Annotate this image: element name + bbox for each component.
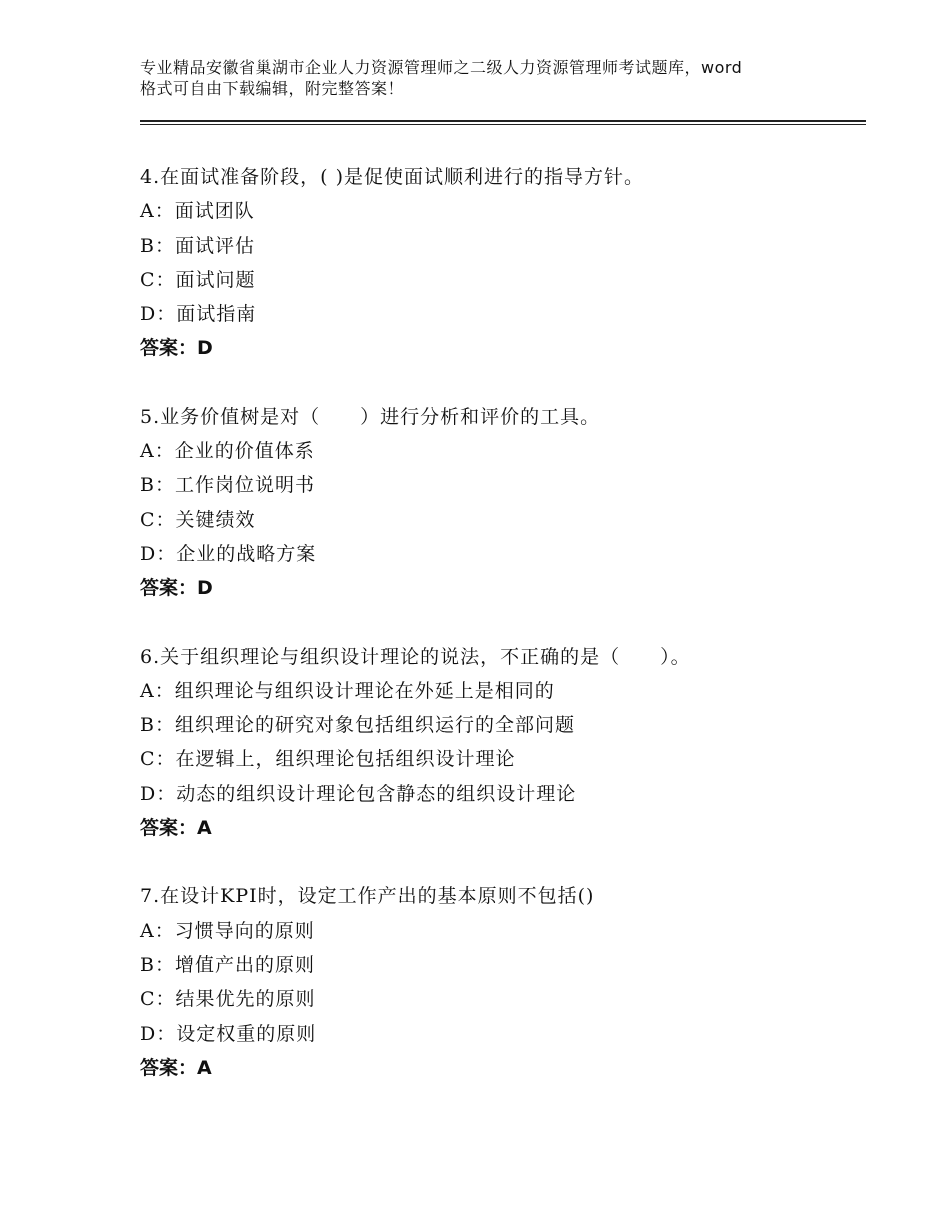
document-header xyxy=(140,57,840,99)
option-d: D：企业的战略方案 xyxy=(140,542,317,565)
answer: 答案：D xyxy=(140,337,213,360)
option-c: C：在逻辑上，组织理论包括组织设计理论 xyxy=(140,748,516,771)
header-line-2: 格式可自由下载编辑，附完整答案！ xyxy=(140,79,405,98)
option-d: D：面试指南 xyxy=(140,303,257,326)
question-stem: 4.在面试准备阶段，( )是促使面试顺利进行的指导方针。 xyxy=(140,166,644,188)
option-a: A：企业的价值体系 xyxy=(140,440,315,463)
option-c: C：结果优先的原则 xyxy=(140,988,316,1011)
header-divider-thin xyxy=(140,124,866,125)
option-c: C：关键绩效 xyxy=(140,508,256,531)
option-a: A：面试团队 xyxy=(140,200,255,223)
option-b: B：组织理论的研究对象包括组织运行的全部问题 xyxy=(140,714,575,737)
option-a: A：习惯导向的原则 xyxy=(140,919,315,942)
question-list xyxy=(140,160,860,1119)
answer: 答案：A xyxy=(140,817,212,840)
question-5 xyxy=(140,400,860,606)
answer: 答案：A xyxy=(140,1056,212,1079)
answer: 答案：D xyxy=(140,577,213,600)
option-d: D：动态的组织设计理论包含静态的组织设计理论 xyxy=(140,782,577,805)
question-6 xyxy=(140,640,860,846)
option-b: B：工作岗位说明书 xyxy=(140,474,315,497)
question-7 xyxy=(140,879,860,1085)
question-stem: 7.在设计KPI时，设定工作产出的基本原则不包括() xyxy=(140,885,595,908)
question-4 xyxy=(140,160,860,366)
option-a: A：组织理论与组织设计理论在外延上是相同的 xyxy=(140,679,555,702)
header-divider-thick xyxy=(140,120,866,122)
option-d: D：设定权重的原则 xyxy=(140,1022,317,1045)
option-c: C：面试问题 xyxy=(140,268,256,291)
question-stem: 6.关于组织理论与组织设计理论的说法，不正确的是（ ）。 xyxy=(140,645,691,668)
header-line-1: 专业精品安徽省巢湖市企业人力资源管理师之二级人力资源管理师考试题库，word xyxy=(140,58,743,77)
option-b: B：增值产出的原则 xyxy=(140,953,315,976)
question-stem: 5.业务价值树是对（ ）进行分析和评价的工具。 xyxy=(140,405,601,428)
option-b: B：面试评估 xyxy=(140,234,255,257)
